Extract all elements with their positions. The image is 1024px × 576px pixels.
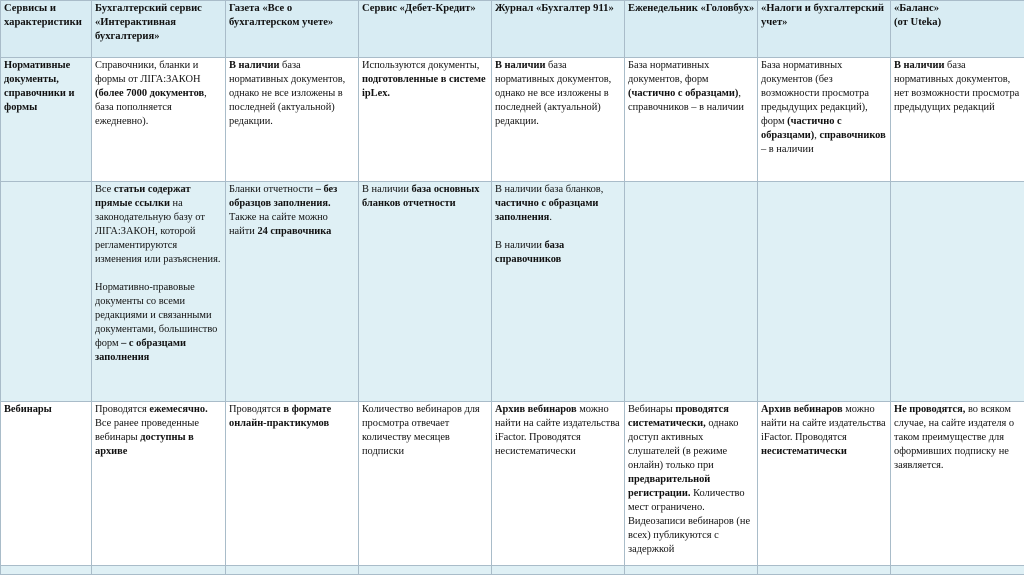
table-cell-empty — [1, 566, 92, 575]
header-taxes-accounting: «Налоги и бухгалтерский учет» — [758, 1, 891, 58]
table-row — [1, 182, 1024, 402]
table-cell-empty — [625, 182, 758, 402]
header-interactive-accounting: Бухгалтерский сервис «Интерактивная бухгалтерия» — [92, 1, 226, 58]
header-balans-title: «Баланс» — [894, 3, 940, 14]
table-cell-empty — [758, 182, 891, 402]
header-balans — [891, 1, 1024, 58]
table-cell: Архив вебинаров можно найти на сайте издательства iFactor. Проводятся несистематически — [758, 402, 891, 566]
row-label-webinars: Вебинары — [1, 402, 92, 566]
table-row — [1, 58, 1024, 182]
table-cell: В наличии база основных бланков отчетности — [359, 182, 492, 402]
table-cell: Количество вебинаров для просмотра отвечает количеству месяцев подписки — [359, 402, 492, 566]
table-cell: Проводятся ежемесячно. Все ранее проведенные вебинары доступны в архиве — [92, 402, 226, 566]
header-balans-source: (от Uteka) — [894, 17, 942, 28]
table-cell: Вебинары проводятся систематически, однако доступ активных слушателей (в режиме онлайн) только при предварительной регистрации. Количество мест ограничено. Видеозаписи вебинаров (не всех) публикуются с задержкой — [625, 402, 758, 566]
header-services: Сервисы и характеристики — [1, 1, 92, 58]
row-label-normative: Нормативные документы, справочники и формы — [1, 58, 92, 182]
row-label-empty — [1, 182, 92, 402]
table-cell: База нормативных документов (без возможности просмотра предыдущих редакций), форм (частично с образцами), справочников – в наличии — [758, 58, 891, 182]
table-cell-empty — [359, 566, 492, 575]
table-cell: База нормативных документов, форм (частично с образцами), справочников – в наличии — [625, 58, 758, 182]
table-cell: В наличии база нормативных документов, нет возможности просмотра предыдущих редакций — [891, 58, 1024, 182]
table-cell: В наличии база нормативных документов, однако не все изложены в последней (актуальной) редакции. — [492, 58, 625, 182]
table-cell: Не проводятся, во всяком случае, на сайте издателя о таком преимуществе для оформивших подписку не заявляется. — [891, 402, 1024, 566]
header-debet-kredit: Сервис «Дебет-Кредит» — [359, 1, 492, 58]
table-cell-empty — [891, 182, 1024, 402]
table-cell: В наличии база бланков, частично с образцами заполнения. В наличии база справочников — [492, 182, 625, 402]
table-cell-empty — [758, 566, 891, 575]
table-cell: Используются документы, подготовленные в системе ipLex. — [359, 58, 492, 182]
table-cell-empty — [92, 566, 226, 575]
table-cell: Бланки отчетности – без образцов заполнения. Также на сайте можно найти 24 справочника — [226, 182, 359, 402]
table-cell: Проводятся в формате онлайн-практикумов — [226, 402, 359, 566]
table-cell-empty — [891, 566, 1024, 575]
table-cell: В наличии база нормативных документов, однако не все изложены в последней (актуальной) редакции. — [226, 58, 359, 182]
table-row — [1, 402, 1024, 566]
table-row — [1, 566, 1024, 575]
table-cell-empty — [226, 566, 359, 575]
table-cell: Все статьи содержат прямые ссылки на законодательную базу от ЛІГА:ЗАКОН, которой регламентируются изменения или разъяснения. Нормативно-правовые документы со всеми редакциями и связанными документами, большинство форм – с образцами заполнения — [92, 182, 226, 402]
table-cell-empty — [625, 566, 758, 575]
header-newspaper: Газета «Все о бухгалтерском учете» — [226, 1, 359, 58]
table-cell: Архив вебинаров можно найти на сайте издательства iFactor. Проводятся несистематически — [492, 402, 625, 566]
table-cell-empty — [492, 566, 625, 575]
header-row — [1, 1, 1024, 58]
table-cell: Справочники, бланки и формы от ЛІГА:ЗАКОН (более 7000 документов, база пополняется ежедневно). — [92, 58, 226, 182]
header-golovbuh: Еженедельник «Головбух» — [625, 1, 758, 58]
header-buhgalter-911: Журнал «Бухгалтер 911» — [492, 1, 625, 58]
